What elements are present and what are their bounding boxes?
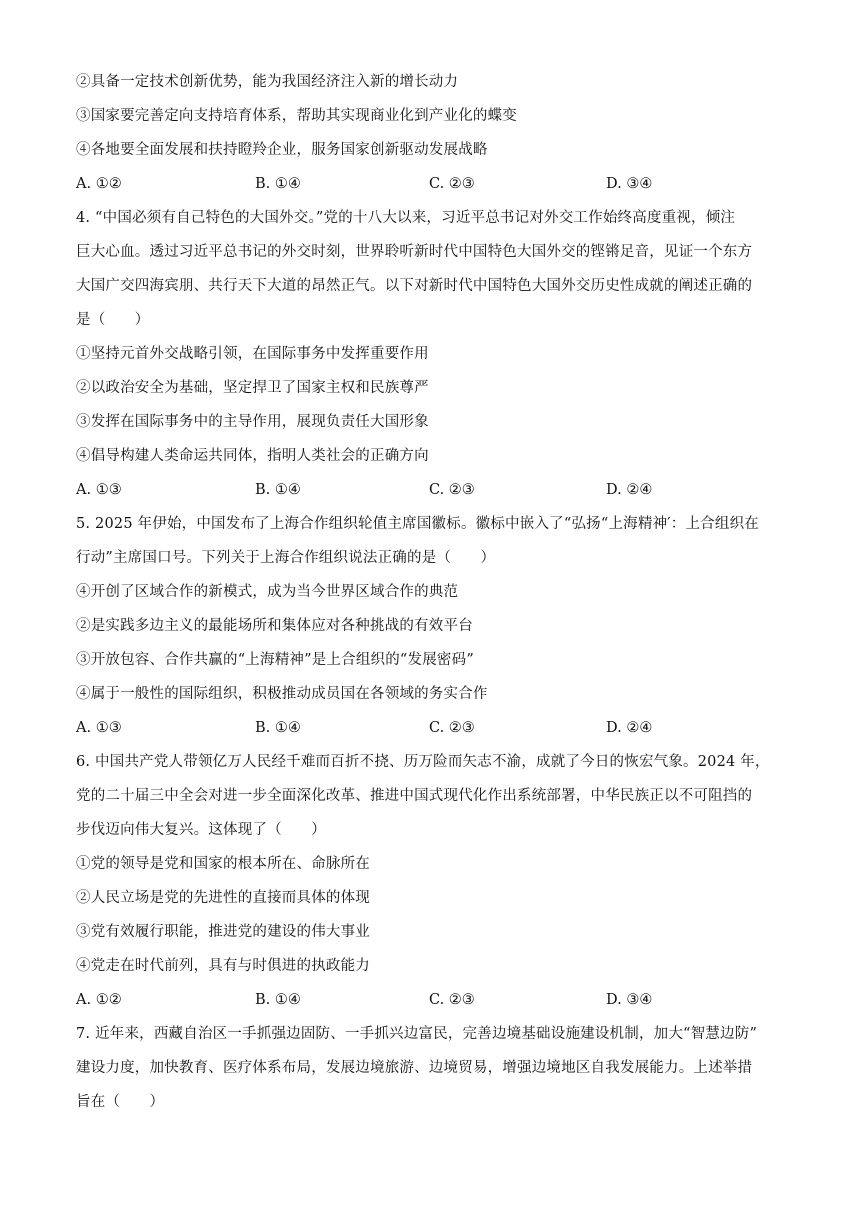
q6-item-3: ③党有效履行职能，推进党的建设的伟大事业 [76,924,370,940]
q5-stem-line-1: 5. 2025 年伊始，中国发布了上海合作组织轮值主席国徽标。徽标中嵌入了“弘扬“上海精神′：上合组织在 [76,516,759,532]
q7-stem-line-1: 7. 近年来，西藏自治区一手抓强边固防、一手抓兴边富民，完善边境基础设施建设机制，加大“智慧边防” [76,1026,758,1042]
q6-option-a: A. ①② [76,992,122,1008]
q5-option-b: B. ①④ [255,720,301,736]
q5-stem-line-2: 行动”主席国口号。下列关于上海合作组织说法正确的是（ ） [76,550,496,566]
q6-item-4: ④党走在时代前列，具有与时俱进的执政能力 [76,958,370,974]
q3-item-2: ②具备一定技术创新优势，能为我国经济注入新的增长动力 [76,74,459,90]
q3-item-4: ④各地要全面发展和扶持瞪羚企业，服务国家创新驱动发展战略 [76,142,488,158]
q3-option-a: A. ①② [76,176,122,192]
q6-stem-line-1: 6. 中国共产党人带领亿万人民经千难而百折不挠、历万险而矢志不渝，成就了今日的恢宏气象。2024 年， [76,754,770,770]
q4-item-2: ②以政治安全为基础，坚定捍卫了国家主权和民族尊严 [76,380,429,396]
q6-item-2: ②人民立场是党的先进性的直接而具体的体现 [76,890,370,906]
q4-options [76,480,796,500]
q4-option-a: A. ①③ [76,482,122,498]
q6-option-b: B. ①④ [255,992,301,1008]
q3-option-c: C. ②③ [429,176,475,192]
q3-options [76,174,796,194]
q7-stem-line-3: 旨在（ ） [76,1094,165,1110]
q5-item-1: ④开创了区域合作的新模式，成为当今世界区域合作的典范 [76,584,459,600]
q5-item-3: ③开放包容、合作共赢的“上海精神”是上合组织的“发展密码” [76,652,474,668]
q4-option-d: D. ②④ [606,482,653,498]
q5-item-2: ②是实践多边主义的最能场所和集体应对各种挑战的有效平台 [76,618,473,634]
q4-stem-line-2: 巨大心血。透过习近平总书记的外交时刻，世界聆听新时代中国特色大国外交的铿锵足音，见证一个东方 [76,244,753,260]
q3-item-3: ③国家要完善定向支持培育体系，帮助其实现商业化到产业化的蝶变 [76,108,517,124]
q7-stem-line-2: 建设力度，加快教育、医疗体系布局，发展边境旅游、边境贸易，增强边境地区自我发展能力。上述举措 [76,1060,753,1076]
q4-stem-line-4: 是（ ） [76,312,150,328]
q5-option-a: A. ①③ [76,720,122,736]
q4-option-b: B. ①④ [255,482,301,498]
q6-stem-line-3: 步伐迈向伟大复兴。这体现了（ ） [76,822,326,838]
q6-option-c: C. ②③ [429,992,475,1008]
q5-item-4: ④属于一般性的国际组织，积极推动成员国在各领域的务实合作 [76,686,488,702]
q5-option-c: C. ②③ [429,720,475,736]
q3-option-d: D. ③④ [606,176,653,192]
q4-item-4: ④倡导构建人类命运共同体，指明人类社会的正确方向 [76,448,429,464]
q6-item-1: ①党的领导是党和国家的根本所在、命脉所在 [76,856,370,872]
q4-stem-line-3: 大国广交四海宾朋、共行天下大道的昂然正气。以下对新时代中国特色大国外交历史性成就的阐述正确的 [76,278,753,294]
q5-options [76,718,796,738]
q4-option-c: C. ②③ [429,482,475,498]
q5-option-d: D. ②④ [606,720,653,736]
q6-options [76,990,796,1010]
q4-stem-line-1: 4. “中国必须有自己特色的大国外交。”党的十八大以来，习近平总书记对外交工作始终高度重视，倾注 [76,210,736,226]
q3-option-b: B. ①④ [255,176,301,192]
q6-stem-line-2: 党的二十届三中全会对进一步全面深化改革、推进中国式现代化作出系统部署，中华民族正以不可阻挡的 [76,788,753,804]
q4-item-3: ③发挥在国际事务中的主导作用，展现负责任大国形象 [76,414,429,430]
q4-item-1: ①坚持元首外交战略引领，在国际事务中发挥重要作用 [76,346,429,362]
q6-option-d: D. ③④ [606,992,653,1008]
